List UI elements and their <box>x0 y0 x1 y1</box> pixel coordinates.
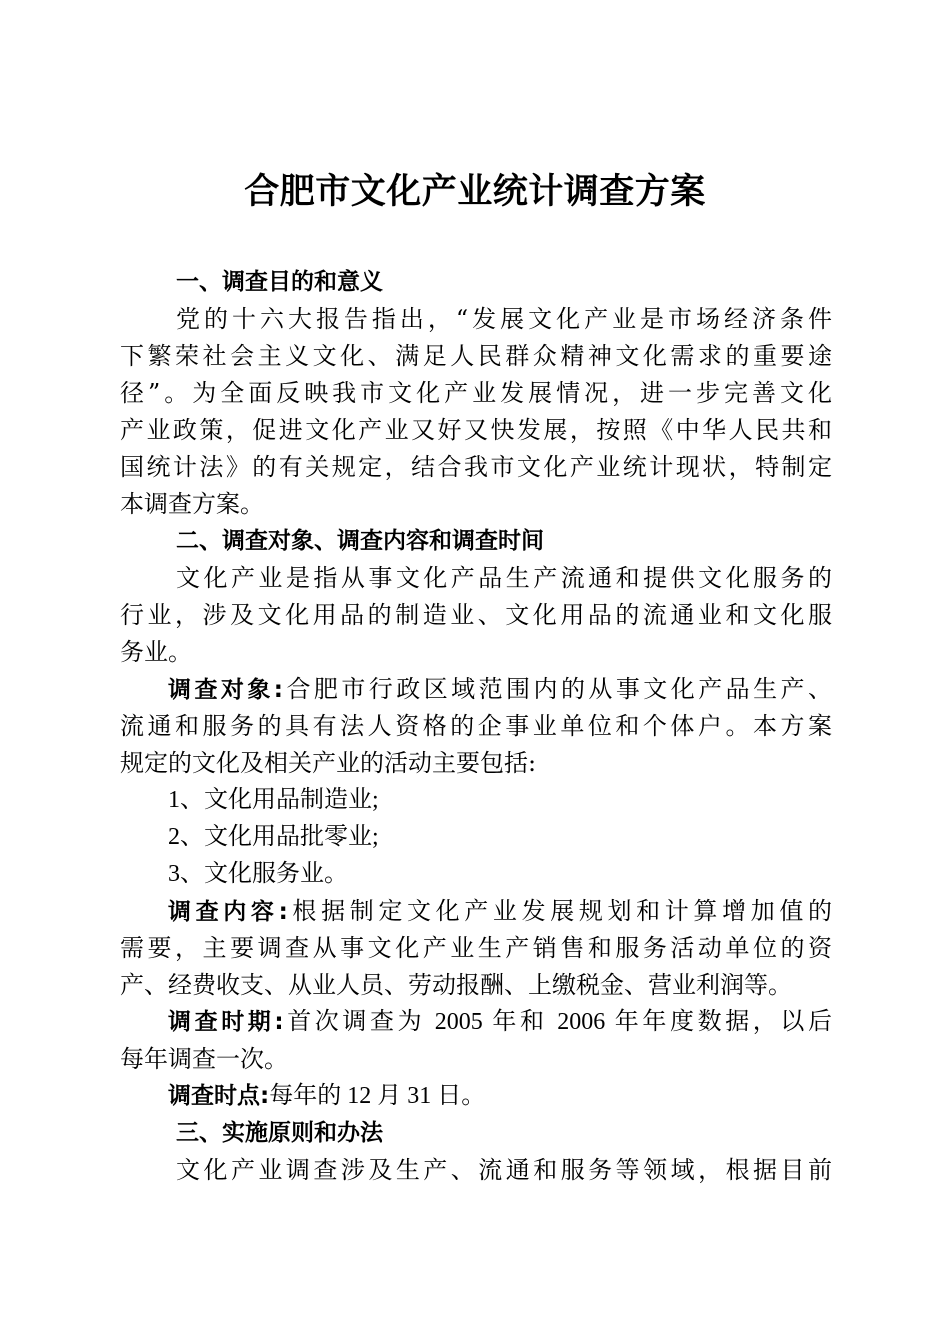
paragraph-line: 每年调查一次。 <box>120 1045 288 1073</box>
section-3-heading: 三、实施原则和办法 <box>176 1120 383 1146</box>
paragraph-line: 需要，主要调查从事文化产业生产销售和服务活动单位的资 <box>120 934 832 962</box>
paragraph-line: 行业，涉及文化用品的制造业、文化用品的流通业和文化服 <box>120 601 832 629</box>
paragraph-line: 党的十六大报告指出，“发展文化产业是市场经济条件 <box>176 305 832 333</box>
paragraph-line: 国统计法》的有关规定，结合我市文化产业统计现状，特制定 <box>120 453 832 481</box>
survey-period-label: 调查时期: <box>168 1009 284 1035</box>
survey-content-text: 根据制定文化产业发展规划和计算增加值的 <box>287 897 833 925</box>
paragraph-line: 规定的文化及相关产业的活动主要包括: <box>120 749 537 777</box>
survey-point-label: 调查时点: <box>168 1083 270 1109</box>
paragraph-line: 产业政策，促进文化产业又好又快发展，按照《中华人民共和 <box>120 416 832 444</box>
survey-period-line <box>120 1004 832 1041</box>
list-item: 3、文化服务业。 <box>168 861 348 887</box>
paragraph-line: 本调查方案。 <box>120 490 264 518</box>
document-title: 合肥市文化产业统计调查方案 <box>244 172 706 212</box>
paragraph-line: 径”。为全面反映我市文化产业发展情况，进一步完善文化 <box>120 379 832 407</box>
list-item: 2、文化用品批零业; <box>168 824 379 850</box>
survey-object-text: 合肥市行政区域范围内的从事文化产品生产、 <box>283 675 832 703</box>
survey-content-label: 调查内容: <box>168 899 288 925</box>
paragraph-line: 文化产业调查涉及生产、流通和服务等领域，根据目前 <box>176 1156 832 1184</box>
paragraph-line: 务业。 <box>120 638 192 666</box>
paragraph-line: 下繁荣社会主义文化、满足人民群众精神文化需求的重要途 <box>120 342 832 370</box>
survey-point-line <box>120 1078 832 1115</box>
survey-point-text: 每年的 12 月 31 日。 <box>269 1083 486 1109</box>
paragraph-line: 产、经费收支、从业人员、劳动报酬、上缴税金、营业利润等。 <box>120 971 792 999</box>
list-item: 1、文化用品制造业; <box>168 787 379 813</box>
document-body <box>120 264 832 1189</box>
section-2-heading: 二、调查对象、调查内容和调查时间 <box>176 528 544 554</box>
survey-content-line <box>120 893 832 930</box>
paragraph-line: 文化产业是指从事文化产品生产流通和提供文化服务的 <box>176 564 832 592</box>
survey-object-label: 调查对象: <box>168 677 283 703</box>
section-1-heading: 一、调查目的和意义 <box>176 269 383 295</box>
survey-period-text: 首次调查为 2005 年和 2006 年年度数据，以后 <box>283 1009 833 1035</box>
paragraph-line: 流通和服务的具有法人资格的企事业单位和个体户。本方案 <box>120 712 832 740</box>
survey-object-line <box>120 671 832 708</box>
